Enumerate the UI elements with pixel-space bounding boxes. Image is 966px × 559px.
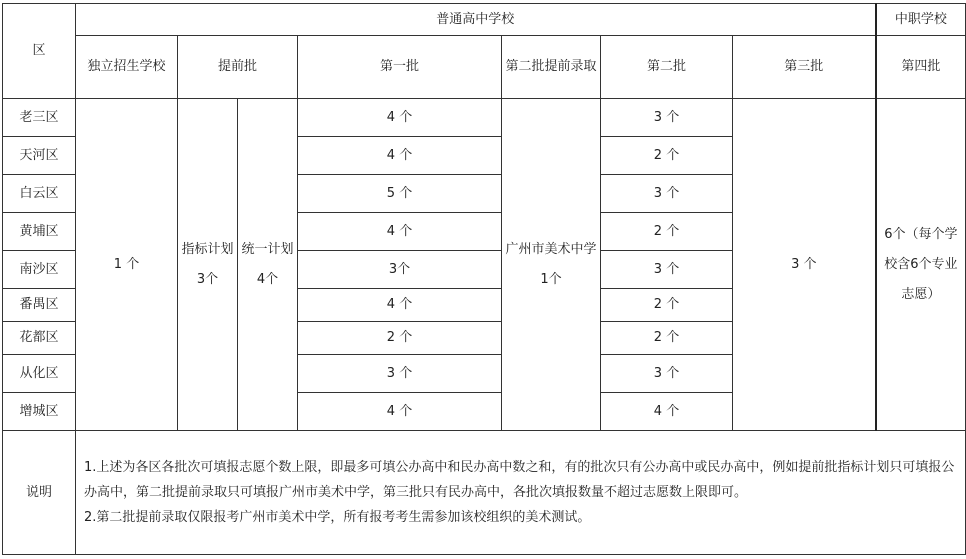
district-cell: 老三区	[3, 99, 76, 137]
tiqian-unified-plan: 统一计划4个	[238, 99, 298, 431]
second-batch-cell: 3 个	[601, 355, 733, 393]
header-putong-schools: 普通高中学校	[76, 4, 876, 36]
header-fourth-batch: 第四批	[876, 36, 966, 99]
second-batch-cell: 2 个	[601, 322, 733, 355]
first-batch-cell: 5 个	[298, 175, 502, 213]
tiqian-index-plan: 指标计划3个	[178, 99, 238, 431]
notes-label: 说明	[3, 431, 76, 555]
notes-content	[76, 431, 966, 555]
note-line-1: 1.上述为各区各批次可填报志愿个数上限，即最多可填公办高中和民办高中数之和，有的批次只有公办高中或民办高中，例如提前批指标计划只可填报公办高中，第二批提前录取只可填报广州市美术中学，第三批只有民办高中，各批次填报数量不超过志愿数上限即可。	[84, 460, 955, 500]
note-line-2: 2.第二批提前录取仅限报考广州市美术中学，所有报考考生需参加该校组织的美术测试。	[84, 510, 591, 525]
header-tiqian: 提前批	[178, 36, 298, 99]
first-batch-cell: 3 个	[298, 355, 502, 393]
second-batch-cell: 2 个	[601, 289, 733, 322]
header-district: 区	[3, 4, 76, 99]
second-batch-cell: 3 个	[601, 251, 733, 289]
header-second-advance: 第二批提前录取	[502, 36, 601, 99]
district-cell: 花都区	[3, 322, 76, 355]
header-first-batch: 第一批	[298, 36, 502, 99]
first-batch-cell: 2 个	[298, 322, 502, 355]
district-cell: 白云区	[3, 175, 76, 213]
volunteer-quota-table	[2, 3, 966, 555]
header-second-batch: 第二批	[601, 36, 733, 99]
second-batch-cell: 3 个	[601, 99, 733, 137]
second-advance-quota: 广州市美术中学1个	[502, 99, 601, 431]
district-cell: 增城区	[3, 393, 76, 431]
header-independent: 独立招生学校	[76, 36, 178, 99]
third-batch-quota: 3 个	[733, 99, 876, 431]
second-batch-cell: 2 个	[601, 137, 733, 175]
district-cell: 南沙区	[3, 251, 76, 289]
header-third-batch: 第三批	[733, 36, 876, 99]
first-batch-cell: 3个	[298, 251, 502, 289]
first-batch-cell: 4 个	[298, 213, 502, 251]
first-batch-cell: 4 个	[298, 99, 502, 137]
independent-quota: 1 个	[76, 99, 178, 431]
second-batch-cell: 4 个	[601, 393, 733, 431]
first-batch-cell: 4 个	[298, 137, 502, 175]
district-cell: 天河区	[3, 137, 76, 175]
second-batch-cell: 3 个	[601, 175, 733, 213]
district-cell: 从化区	[3, 355, 76, 393]
first-batch-cell: 4 个	[298, 289, 502, 322]
fourth-batch-quota: 6个（每个学校含6个专业志愿）	[876, 99, 966, 431]
district-cell: 黄埔区	[3, 213, 76, 251]
header-zhongzhi-schools: 中职学校	[876, 4, 966, 36]
district-cell: 番禺区	[3, 289, 76, 322]
second-batch-cell: 2 个	[601, 213, 733, 251]
first-batch-cell: 4 个	[298, 393, 502, 431]
